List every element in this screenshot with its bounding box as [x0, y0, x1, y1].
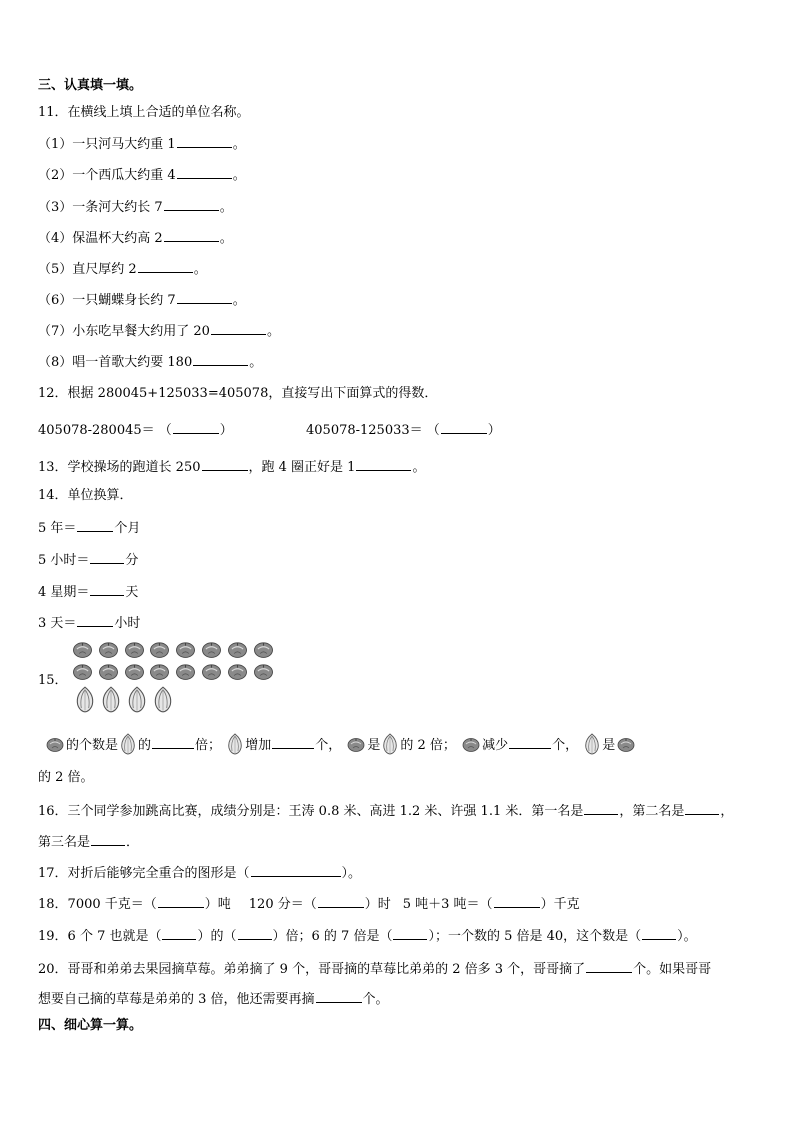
answer-blank[interactable] — [138, 260, 193, 273]
q11-item-2 — [38, 166, 246, 184]
q15-text: 的 2 倍； — [400, 738, 456, 753]
q19-text: 19．6 个 7 也就是（ — [38, 929, 162, 944]
q19-text: ）的（ — [197, 929, 237, 944]
q19-text: ）倍；6 的 7 倍是（ — [272, 929, 393, 944]
q18-text: ）千克 — [540, 897, 580, 912]
q15-text: 是 — [367, 738, 381, 753]
q19-text: ）。 — [677, 929, 697, 944]
q11-item-7-end: 。 — [266, 324, 280, 339]
q11-item-6-text: （6）一只蝴蝶身长约 7 — [38, 293, 176, 308]
answer-blank[interactable] — [642, 927, 676, 940]
garlic-icon — [175, 640, 196, 658]
q14-row-3 — [38, 583, 138, 601]
answer-blank[interactable] — [211, 322, 266, 335]
q14-row-2 — [38, 551, 138, 569]
q14-row-3-unit: 天 — [125, 585, 139, 600]
answer-blank[interactable] — [177, 135, 232, 148]
answer-blank[interactable] — [238, 927, 272, 940]
q14-row-2-unit: 分 — [125, 553, 139, 568]
q12-left-close: ） — [219, 423, 233, 438]
q20-text: 个。如果哥哥 — [633, 962, 712, 977]
q18-text: ）吨 — [204, 897, 231, 912]
garlic-icon — [253, 640, 274, 658]
question-11-stem: 11．在横线上填上合适的单位名称。 — [38, 105, 250, 120]
garlic-icon — [227, 640, 248, 658]
onion-icon — [584, 733, 600, 755]
q11-item-3-end: 。 — [219, 200, 233, 215]
answer-blank[interactable] — [164, 198, 219, 211]
q15-text: 是 — [602, 738, 616, 753]
q16-text: ，第二名是 — [619, 804, 685, 819]
answer-blank[interactable] — [164, 229, 219, 242]
question-20-line-1 — [38, 960, 711, 978]
garlic-icon — [253, 662, 274, 680]
answer-blank[interactable] — [90, 551, 124, 564]
q16-text: ． — [126, 835, 140, 850]
answer-blank[interactable] — [272, 736, 314, 749]
q18-text: 5 吨＋3 吨＝（ — [402, 897, 493, 912]
q13-text-b: ，跑 4 圈正好是 1 — [248, 460, 356, 475]
q11-item-2-text: （2）一个西瓜大约重 4 — [38, 168, 176, 183]
garlic-picture-group — [72, 640, 282, 688]
q15-text: 增加 — [245, 738, 272, 753]
q11-item-5-text: （5）直尺厚约 2 — [38, 262, 137, 277]
q16-text: 16．三个同学参加跳高比赛，成绩分别是：王涛 0.8 米、高进 1.2 米、许强 1.1 米．第一名是 — [38, 804, 584, 819]
garlic-icon — [462, 736, 480, 752]
answer-blank[interactable] — [494, 895, 540, 908]
q11-item-1-end: 。 — [232, 137, 246, 152]
answer-blank[interactable] — [393, 927, 427, 940]
q11-item-7-text: （7）小东吃早餐大约用了 20 — [38, 324, 210, 339]
question-16-line-2 — [38, 833, 139, 851]
q11-item-6-end: 。 — [232, 293, 246, 308]
q11-item-5-end: 。 — [193, 262, 207, 277]
garlic-icon — [46, 736, 64, 752]
q11-item-2-end: 。 — [232, 168, 246, 183]
q18-text: 120 分＝（ — [248, 897, 317, 912]
garlic-icon — [149, 640, 170, 658]
q18-text: ）时 — [364, 897, 391, 912]
answer-blank[interactable] — [193, 353, 248, 366]
answer-blank[interactable] — [356, 458, 411, 471]
garlic-icon — [347, 736, 365, 752]
section-title: 三、认真填一填。 — [38, 78, 143, 93]
garlic-icon — [124, 662, 145, 680]
q15-sentence-end: 的 2 倍。 — [38, 770, 94, 785]
q11-item-4 — [38, 229, 233, 247]
question-14-stem: 14．单位换算． — [38, 488, 133, 503]
q11-item-1 — [38, 135, 246, 153]
garlic-icon — [201, 640, 222, 658]
onion-icon — [153, 686, 173, 713]
answer-blank[interactable] — [202, 458, 248, 471]
q14-row-3-text: 4 星期＝ — [38, 585, 90, 600]
q12-right-text: 405078-125033＝ （ — [306, 423, 440, 438]
q15-text: 的个数是 — [66, 738, 119, 753]
answer-blank[interactable] — [77, 614, 113, 627]
q15-text: 的 — [138, 738, 152, 753]
q17-text: ）。 — [341, 866, 362, 881]
q11-item-3 — [38, 198, 233, 216]
answer-blank[interactable] — [509, 736, 551, 749]
q18-text: 18．7000 千克＝（ — [38, 897, 157, 912]
garlic-icon — [227, 662, 248, 680]
garlic-icon — [149, 662, 170, 680]
garlic-icon — [72, 640, 93, 658]
onion-picture-group — [75, 686, 185, 716]
q17-text: 17．对折后能够完全重合的图形是（ — [38, 866, 250, 881]
q15-text: 个， — [552, 738, 579, 753]
garlic-icon — [201, 662, 222, 680]
q14-row-1 — [38, 519, 140, 537]
question-15-label: 15． — [38, 673, 68, 688]
onion-icon — [101, 686, 121, 713]
q20-text: 想要自己摘的草莓是弟弟的 3 倍，他还需要再摘 — [38, 992, 315, 1007]
q13-text-c: 。 — [412, 460, 426, 475]
question-17 — [38, 864, 361, 882]
q20-text: 20．哥哥和弟弟去果园摘草莓。弟弟摘了 9 个，哥哥摘的草莓比弟弟的 2 倍多 3 个，哥哥摘了 — [38, 962, 586, 977]
onion-icon — [227, 733, 243, 755]
q16-text: ， — [720, 804, 734, 819]
q11-item-8-text: （8）唱一首歌大约要 180 — [38, 355, 193, 370]
q14-row-4-text: 3 天＝ — [38, 616, 77, 631]
q11-item-4-end: 。 — [219, 231, 233, 246]
q11-item-5 — [38, 260, 207, 278]
q12-right — [306, 421, 501, 439]
q11-item-8 — [38, 353, 262, 371]
onion-icon — [75, 686, 95, 713]
answer-blank[interactable] — [91, 833, 125, 846]
q15-sentence — [44, 733, 637, 757]
answer-blank[interactable] — [251, 864, 341, 877]
garlic-icon — [98, 662, 119, 680]
answer-blank[interactable] — [586, 960, 632, 973]
q14-row-4 — [38, 614, 140, 632]
onion-icon — [120, 733, 136, 755]
q12-left-text: 405078-280045＝ （ — [38, 423, 172, 438]
answer-blank[interactable] — [177, 291, 232, 304]
garlic-icon — [175, 662, 196, 680]
q11-item-7 — [38, 322, 280, 340]
garlic-icon — [72, 662, 93, 680]
question-16-line-1 — [38, 802, 733, 820]
garlic-icon — [617, 736, 635, 752]
answer-blank[interactable] — [584, 802, 618, 815]
answer-blank[interactable] — [316, 990, 362, 1003]
answer-blank[interactable] — [77, 519, 113, 532]
q15-text: 减少 — [482, 738, 509, 753]
answer-blank[interactable] — [685, 802, 719, 815]
q12-right-close: ） — [487, 423, 501, 438]
q11-item-8-end: 。 — [249, 355, 263, 370]
q11-item-6 — [38, 291, 246, 309]
q11-item-4-text: （4）保温杯大约高 2 — [38, 231, 163, 246]
question-20-line-2 — [38, 990, 389, 1008]
q12-left — [38, 421, 233, 439]
q15-text: 个， — [315, 738, 342, 753]
answer-blank[interactable] — [152, 736, 194, 749]
q14-row-1-text: 5 年＝ — [38, 521, 77, 536]
q20-text: 个。 — [362, 992, 389, 1007]
question-13 — [38, 458, 425, 476]
answer-blank[interactable] — [158, 895, 204, 908]
answer-blank[interactable] — [173, 421, 219, 434]
q13-text-a: 13．学校操场的跑道长 250 — [38, 460, 201, 475]
garlic-icon — [124, 640, 145, 658]
q14-row-1-unit: 个月 — [114, 521, 141, 536]
onion-icon — [127, 686, 147, 713]
q14-row-2-text: 5 小时＝ — [38, 553, 90, 568]
q14-row-4-unit: 小时 — [114, 616, 141, 631]
answer-blank[interactable] — [90, 583, 124, 596]
garlic-icon — [98, 640, 119, 658]
q16-text: 第三名是 — [38, 835, 91, 850]
answer-blank[interactable] — [162, 927, 196, 940]
answer-blank[interactable] — [177, 166, 232, 179]
q11-item-1-text: （1）一只河马大约重 1 — [38, 137, 176, 152]
q15-text: 倍； — [195, 738, 222, 753]
answer-blank[interactable] — [441, 421, 487, 434]
question-12-stem: 12．根据 280045+125033=405078，直接写出下面算式的得数． — [38, 386, 438, 401]
q19-text: ）；一个数的 5 倍是 40，这个数是（ — [428, 929, 642, 944]
question-19 — [38, 927, 697, 945]
onion-icon — [382, 733, 398, 755]
answer-blank[interactable] — [318, 895, 364, 908]
section-title: 四、细心算一算。 — [38, 1018, 143, 1033]
q11-item-3-text: （3）一条河大约长 7 — [38, 200, 163, 215]
question-18 — [38, 895, 580, 913]
